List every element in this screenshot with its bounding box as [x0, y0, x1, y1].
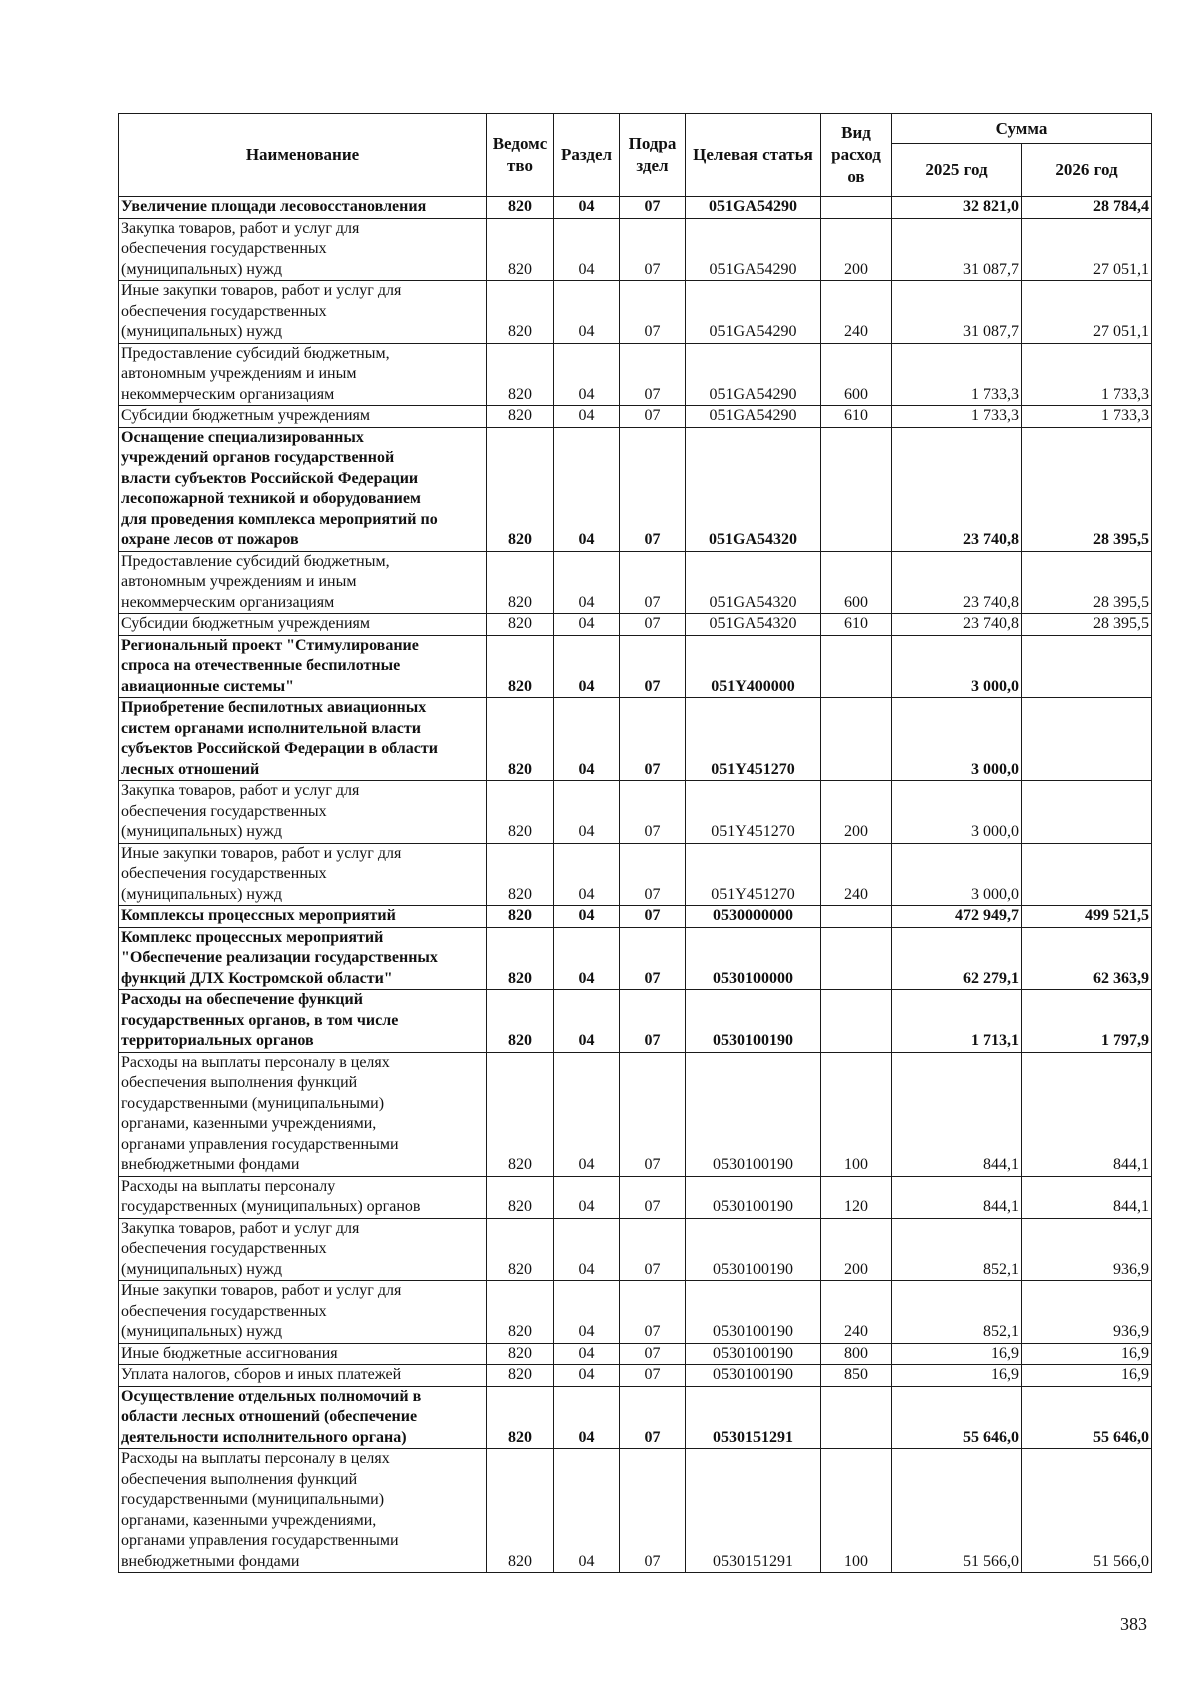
name-line: внебюджетными фондами	[121, 1156, 300, 1173]
vedomstvo-cell: 820	[487, 990, 554, 1053]
statya-cell: 051GA54290	[686, 218, 821, 281]
name-line: Иные бюджетные ассигнования	[121, 1344, 338, 1362]
table-row	[119, 927, 1152, 990]
name-line: области лесных отношений (обеспечение	[121, 1408, 418, 1425]
podrazdel-cell: 07	[620, 990, 686, 1053]
name-line: обеспечения государственных	[121, 1302, 327, 1320]
sum-2025-cell: 16,9	[892, 1343, 1022, 1365]
table-row	[119, 1218, 1152, 1281]
vid-cell	[821, 927, 892, 990]
sum-2025-cell: 1 713,1	[892, 990, 1022, 1053]
sum-2026-cell	[1022, 698, 1152, 781]
table-row	[119, 406, 1152, 428]
name-line: автономным учреждениям и иным	[121, 365, 357, 382]
name-line: (муниципальных) нужд	[121, 823, 282, 840]
name-line: государственными (муниципальными)	[121, 1491, 385, 1508]
sum-2026-cell	[1022, 635, 1152, 698]
name-line: Иные закупки товаров, работ и услуг для	[121, 282, 402, 299]
vedomstvo-cell: 820	[487, 843, 554, 906]
statya-cell: 0530151291	[686, 1386, 821, 1449]
statya-cell: 0530100190	[686, 1052, 821, 1176]
vid-cell: 610	[821, 406, 892, 428]
table-row	[119, 1365, 1152, 1387]
podrazdel-cell: 07	[620, 218, 686, 281]
name-cell	[119, 343, 487, 406]
table-row	[119, 843, 1152, 906]
table-row	[119, 1176, 1152, 1218]
name-cell	[119, 781, 487, 844]
name-cell	[119, 1386, 487, 1449]
sum-2026-cell: 16,9	[1022, 1343, 1152, 1365]
name-line: функций ДЛХ Костромской области"	[121, 969, 393, 987]
vid-cell: 600	[821, 343, 892, 406]
name-line: государственных (муниципальных) органов	[121, 1198, 421, 1215]
podrazdel-cell: 07	[620, 1365, 686, 1387]
vid-cell	[821, 906, 892, 928]
vedomstvo-cell: 820	[487, 1281, 554, 1344]
vid-cell: 240	[821, 843, 892, 906]
name-cell	[119, 635, 487, 698]
podrazdel-cell: 07	[620, 1218, 686, 1281]
podrazdel-cell: 07	[620, 927, 686, 990]
podrazdel-cell: 07	[620, 906, 686, 928]
sum-2026-cell: 28 784,4	[1022, 197, 1152, 219]
name-line: обеспечения государственных	[121, 865, 327, 882]
vid-cell: 600	[821, 551, 892, 614]
name-cell	[119, 281, 487, 344]
vid-cell: 240	[821, 281, 892, 344]
vedomstvo-cell: 820	[487, 906, 554, 928]
name-line: Комплекс процессных мероприятий	[121, 928, 384, 946]
header-razdel: Раздел	[554, 114, 620, 197]
sum-2025-cell: 16,9	[892, 1365, 1022, 1387]
header-2025: 2025 год	[892, 144, 1022, 197]
razdel-cell: 04	[554, 1449, 620, 1573]
vedomstvo-cell: 820	[487, 1449, 554, 1573]
statya-cell: 0530100000	[686, 927, 821, 990]
sum-2025-cell: 852,1	[892, 1281, 1022, 1344]
razdel-cell: 04	[554, 906, 620, 928]
razdel-cell: 04	[554, 1176, 620, 1218]
vid-cell: 850	[821, 1365, 892, 1387]
statya-cell: 051GA54320	[686, 614, 821, 636]
name-cell	[119, 843, 487, 906]
name-cell	[119, 906, 487, 928]
sum-2026-cell: 844,1	[1022, 1176, 1152, 1218]
name-line: авиационные системы"	[121, 677, 294, 695]
table-row	[119, 990, 1152, 1053]
razdel-cell: 04	[554, 1052, 620, 1176]
sum-2026-cell: 499 521,5	[1022, 906, 1152, 928]
statya-cell: 051Y451270	[686, 843, 821, 906]
vedomstvo-cell: 820	[487, 406, 554, 428]
name-line: обеспечения выполнения функций	[121, 1074, 358, 1091]
name-line: спроса на отечественные беспилотные	[121, 657, 401, 674]
razdel-cell: 04	[554, 843, 620, 906]
statya-cell: 0530100190	[686, 1281, 821, 1344]
name-line: Региональный проект "Стимулирование	[121, 636, 419, 654]
razdel-cell: 04	[554, 281, 620, 344]
table-row	[119, 1052, 1152, 1176]
name-line: Уплата налогов, сборов и иных платежей	[121, 1366, 402, 1383]
sum-2025-cell: 844,1	[892, 1176, 1022, 1218]
name-cell	[119, 218, 487, 281]
vedomstvo-cell: 820	[487, 1386, 554, 1449]
sum-2026-cell: 28 395,5	[1022, 551, 1152, 614]
sum-2025-cell: 844,1	[892, 1052, 1022, 1176]
name-line: внебюджетными фондами	[121, 1552, 300, 1570]
name-line: (муниципальных) нужд	[121, 1323, 282, 1340]
vid-cell	[821, 698, 892, 781]
razdel-cell: 04	[554, 197, 620, 219]
name-line: систем органами исполнительной власти	[121, 719, 421, 737]
name-line: Расходы на выплаты персоналу в целях	[121, 1450, 390, 1467]
table-body	[119, 197, 1152, 1573]
razdel-cell: 04	[554, 698, 620, 781]
razdel-cell: 04	[554, 1218, 620, 1281]
sum-2025-cell: 3 000,0	[892, 698, 1022, 781]
sum-2026-cell: 1 733,3	[1022, 343, 1152, 406]
vedomstvo-cell: 820	[487, 1365, 554, 1387]
razdel-cell: 04	[554, 427, 620, 551]
podrazdel-cell: 07	[620, 1052, 686, 1176]
podrazdel-cell: 07	[620, 281, 686, 344]
table-row	[119, 197, 1152, 219]
name-line: органами управления государственными	[121, 1532, 399, 1549]
podrazdel-cell: 07	[620, 1176, 686, 1218]
razdel-cell: 04	[554, 1343, 620, 1365]
statya-cell: 0530100190	[686, 1176, 821, 1218]
name-line: обеспечения государственных	[121, 302, 327, 320]
statya-cell: 051Y451270	[686, 781, 821, 844]
razdel-cell: 04	[554, 218, 620, 281]
table-row	[119, 1449, 1152, 1573]
statya-cell: 0530000000	[686, 906, 821, 928]
statya-cell: 0530100190	[686, 990, 821, 1053]
name-line: лесопожарной техникой и оборудованием	[121, 490, 421, 507]
name-line: Осуществление отдельных полномочий в	[121, 1387, 422, 1405]
name-cell	[119, 551, 487, 614]
vid-cell: 240	[821, 1281, 892, 1344]
name-line: органами управления государственными	[121, 1135, 399, 1153]
sum-2025-cell: 23 740,8	[892, 614, 1022, 636]
vedomstvo-cell: 820	[487, 281, 554, 344]
name-cell	[119, 1449, 487, 1573]
name-line: органами, казенными учреждениями,	[121, 1115, 377, 1132]
razdel-cell: 04	[554, 635, 620, 698]
sum-2026-cell: 936,9	[1022, 1281, 1152, 1344]
sum-2026-cell: 16,9	[1022, 1365, 1152, 1387]
sum-2025-cell: 1 733,3	[892, 343, 1022, 406]
sum-2025-cell: 472 949,7	[892, 906, 1022, 928]
sum-2026-cell: 55 646,0	[1022, 1386, 1152, 1449]
header-podrazdel: Подра здел	[620, 114, 686, 197]
vedomstvo-cell: 820	[487, 1218, 554, 1281]
sum-2025-cell: 23 740,8	[892, 551, 1022, 614]
vedomstvo-cell: 820	[487, 1052, 554, 1176]
podrazdel-cell: 07	[620, 1449, 686, 1573]
name-cell	[119, 406, 487, 428]
table-row	[119, 1343, 1152, 1365]
vid-cell: 100	[821, 1449, 892, 1573]
sum-2026-cell: 28 395,5	[1022, 427, 1152, 551]
sum-2026-cell: 936,9	[1022, 1218, 1152, 1281]
name-line: (муниципальных) нужд	[121, 885, 282, 903]
statya-cell: 0530151291	[686, 1449, 821, 1573]
name-line: Иные закупки товаров, работ и услуг для	[121, 844, 402, 862]
podrazdel-cell: 07	[620, 1343, 686, 1365]
page-number: 383	[1120, 1614, 1147, 1634]
table-row	[119, 281, 1152, 344]
podrazdel-cell: 07	[620, 1386, 686, 1449]
name-line: Субсидии бюджетным учреждениям	[121, 407, 370, 424]
name-cell	[119, 927, 487, 990]
name-cell	[119, 1218, 487, 1281]
header-2026: 2026 год	[1022, 144, 1152, 197]
name-line: Приобретение беспилотных авиационных	[121, 699, 427, 716]
vedomstvo-cell: 820	[487, 698, 554, 781]
sum-2025-cell: 62 279,1	[892, 927, 1022, 990]
statya-cell: 051GA54320	[686, 427, 821, 551]
vedomstvo-cell: 820	[487, 1176, 554, 1218]
name-line: органами, казенными учреждениями,	[121, 1511, 377, 1529]
sum-2026-cell	[1022, 843, 1152, 906]
sum-2026-cell: 62 363,9	[1022, 927, 1152, 990]
razdel-cell: 04	[554, 614, 620, 636]
name-line: Субсидии бюджетным учреждениям	[121, 615, 370, 632]
name-line: (муниципальных) нужд	[121, 323, 282, 340]
razdel-cell: 04	[554, 1386, 620, 1449]
sum-2026-cell	[1022, 781, 1152, 844]
name-cell	[119, 698, 487, 781]
razdel-cell: 04	[554, 1281, 620, 1344]
podrazdel-cell: 07	[620, 843, 686, 906]
name-line: "Обеспечение реализации государственных	[121, 949, 438, 966]
table-row	[119, 906, 1152, 928]
vid-cell	[821, 635, 892, 698]
statya-cell: 051GA54290	[686, 406, 821, 428]
vedomstvo-cell: 820	[487, 1343, 554, 1365]
statya-cell: 051GA54320	[686, 551, 821, 614]
name-line: охране лесов от пожаров	[121, 531, 299, 548]
name-line: субъектов Российской Федерации в области	[121, 740, 438, 757]
podrazdel-cell: 07	[620, 781, 686, 844]
budget-table	[118, 113, 1152, 1573]
razdel-cell: 04	[554, 927, 620, 990]
table-row	[119, 343, 1152, 406]
name-line: некоммерческим организациям	[121, 385, 335, 403]
sum-2026-cell: 1 733,3	[1022, 406, 1152, 428]
sum-2025-cell: 31 087,7	[892, 281, 1022, 344]
sum-2025-cell: 1 733,3	[892, 406, 1022, 428]
name-cell	[119, 1176, 487, 1218]
header-statya: Целевая статья	[686, 114, 821, 197]
sum-2025-cell: 55 646,0	[892, 1386, 1022, 1449]
razdel-cell: 04	[554, 1365, 620, 1387]
statya-cell: 051Y400000	[686, 635, 821, 698]
statya-cell: 051GA54290	[686, 281, 821, 344]
vedomstvo-cell: 820	[487, 781, 554, 844]
sum-2025-cell: 23 740,8	[892, 427, 1022, 551]
name-cell	[119, 1281, 487, 1344]
table-row	[119, 614, 1152, 636]
sum-2025-cell: 3 000,0	[892, 635, 1022, 698]
name-line: Расходы на обеспечение функций	[121, 991, 363, 1008]
razdel-cell: 04	[554, 551, 620, 614]
statya-cell: 051Y451270	[686, 698, 821, 781]
vid-cell: 200	[821, 781, 892, 844]
razdel-cell: 04	[554, 406, 620, 428]
name-line: Закупка товаров, работ и услуг для	[121, 782, 360, 799]
podrazdel-cell: 07	[620, 343, 686, 406]
name-line: (муниципальных) нужд	[121, 1260, 282, 1278]
sum-2026-cell: 51 566,0	[1022, 1449, 1152, 1573]
podrazdel-cell: 07	[620, 1281, 686, 1344]
statya-cell: 051GA54290	[686, 197, 821, 219]
name-cell	[119, 1052, 487, 1176]
name-cell	[119, 197, 487, 219]
table-row	[119, 1281, 1152, 1344]
sum-2025-cell: 31 087,7	[892, 218, 1022, 281]
name-line: обеспечения государственных	[121, 1240, 327, 1257]
name-line: территориальных органов	[121, 1032, 314, 1049]
vedomstvo-cell: 820	[487, 427, 554, 551]
name-line: автономным учреждениям и иным	[121, 573, 357, 590]
vid-cell	[821, 197, 892, 219]
statya-cell: 0530100190	[686, 1343, 821, 1365]
header-vid: Вид расход ов	[821, 114, 892, 197]
vid-cell	[821, 1386, 892, 1449]
name-line: обеспечения выполнения функций	[121, 1470, 358, 1488]
name-line: Закупка товаров, работ и услуг для	[121, 219, 360, 237]
vid-cell: 800	[821, 1343, 892, 1365]
podrazdel-cell: 07	[620, 197, 686, 219]
podrazdel-cell: 07	[620, 551, 686, 614]
podrazdel-cell: 07	[620, 406, 686, 428]
name-line: государственных органов, в том числе	[121, 1011, 399, 1029]
podrazdel-cell: 07	[620, 614, 686, 636]
header-vedomstvo: Ведомс тво	[487, 114, 554, 197]
name-cell	[119, 1365, 487, 1387]
name-line: Иные закупки товаров, работ и услуг для	[121, 1282, 402, 1299]
table-row	[119, 551, 1152, 614]
name-line: обеспечения государственных	[121, 802, 327, 820]
vid-cell: 100	[821, 1052, 892, 1176]
name-cell	[119, 614, 487, 636]
sum-2025-cell: 3 000,0	[892, 843, 1022, 906]
header-name: Наименование	[119, 114, 487, 197]
vid-cell: 610	[821, 614, 892, 636]
name-line: Комплексы процессных мероприятий	[121, 907, 396, 924]
vid-cell: 200	[821, 1218, 892, 1281]
name-line: учреждений органов государственной	[121, 449, 395, 466]
razdel-cell: 04	[554, 990, 620, 1053]
razdel-cell: 04	[554, 781, 620, 844]
name-line: (муниципальных) нужд	[121, 260, 282, 278]
vid-cell: 200	[821, 218, 892, 281]
sum-2026-cell: 1 797,9	[1022, 990, 1152, 1053]
sum-2026-cell: 844,1	[1022, 1052, 1152, 1176]
name-line: лесных отношений	[121, 760, 260, 778]
name-line: власти субъектов Российской Федерации	[121, 469, 419, 487]
name-line: Увеличение площади лесовосстановления	[121, 198, 427, 215]
name-cell	[119, 1343, 487, 1365]
table-row	[119, 635, 1152, 698]
name-line: Предоставление субсидий бюджетным,	[121, 344, 390, 362]
vid-cell	[821, 427, 892, 551]
statya-cell: 051GA54290	[686, 343, 821, 406]
table-row	[119, 1386, 1152, 1449]
table-row	[119, 781, 1152, 844]
name-line: обеспечения государственных	[121, 240, 327, 257]
vedomstvo-cell: 820	[487, 614, 554, 636]
table-row	[119, 698, 1152, 781]
statya-cell: 0530100190	[686, 1218, 821, 1281]
name-line: деятельности исполнительного органа)	[121, 1428, 407, 1446]
statya-cell: 0530100190	[686, 1365, 821, 1387]
sum-2026-cell: 27 051,1	[1022, 281, 1152, 344]
vedomstvo-cell: 820	[487, 343, 554, 406]
name-cell	[119, 990, 487, 1053]
table-row	[119, 218, 1152, 281]
sum-2025-cell: 51 566,0	[892, 1449, 1022, 1573]
vedomstvo-cell: 820	[487, 218, 554, 281]
sum-2026-cell: 28 395,5	[1022, 614, 1152, 636]
name-line: Расходы на выплаты персоналу	[121, 1177, 336, 1195]
podrazdel-cell: 07	[620, 635, 686, 698]
sum-2025-cell: 852,1	[892, 1218, 1022, 1281]
name-line: Расходы на выплаты персоналу в целях	[121, 1053, 390, 1071]
name-cell	[119, 427, 487, 551]
name-line: для проведения комплекса мероприятий по	[121, 510, 438, 528]
vid-cell	[821, 990, 892, 1053]
name-line: Закупка товаров, работ и услуг для	[121, 1219, 360, 1237]
name-line: некоммерческим организациям	[121, 593, 335, 611]
name-line: Оснащение специализированных	[121, 428, 364, 446]
podrazdel-cell: 07	[620, 427, 686, 551]
name-line: Предоставление субсидий бюджетным,	[121, 552, 390, 570]
vedomstvo-cell: 820	[487, 635, 554, 698]
header-summa: Сумма	[892, 114, 1152, 144]
sum-2025-cell: 3 000,0	[892, 781, 1022, 844]
table-row	[119, 427, 1152, 551]
vid-cell: 120	[821, 1176, 892, 1218]
vedomstvo-cell: 820	[487, 197, 554, 219]
sum-2025-cell: 32 821,0	[892, 197, 1022, 219]
razdel-cell: 04	[554, 343, 620, 406]
vedomstvo-cell: 820	[487, 551, 554, 614]
vedomstvo-cell: 820	[487, 927, 554, 990]
sum-2026-cell: 27 051,1	[1022, 218, 1152, 281]
name-line: государственными (муниципальными)	[121, 1094, 385, 1112]
podrazdel-cell: 07	[620, 698, 686, 781]
